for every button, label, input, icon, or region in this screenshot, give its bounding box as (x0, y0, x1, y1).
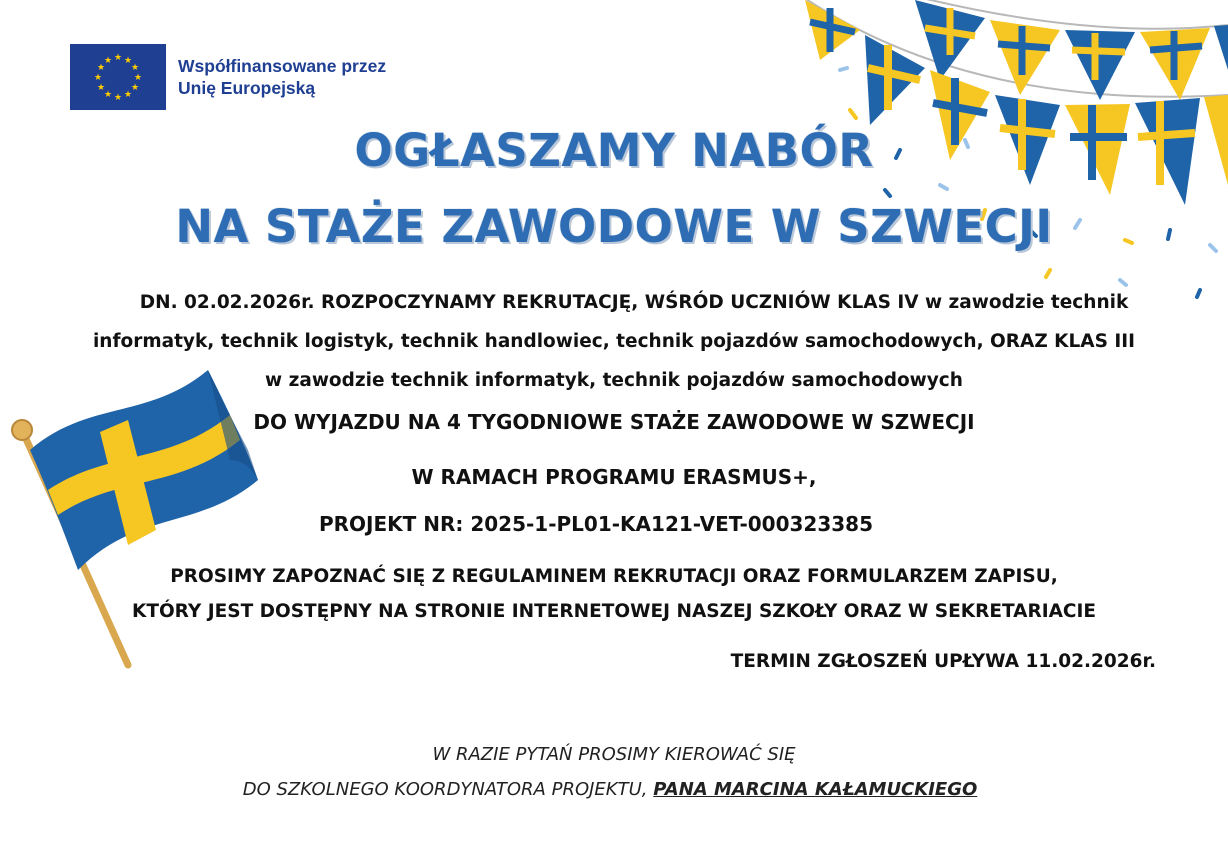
eu-flag-icon (70, 44, 166, 110)
svg-text:★: ★ (133, 72, 143, 82)
recruitment-text-line3: w zawodzie technik informatyk, technik pojazdów samochodowych (265, 370, 963, 391)
svg-text:★: ★ (103, 55, 113, 65)
recruitment-text-line1: DN. 02.02.2026r. ROZPOCZYNAMY REKRUTACJĘ, WŚRÓD UCZNIÓW KLAS IV w zawodzie technik (139, 292, 1129, 313)
svg-text:★: ★ (96, 82, 106, 92)
eu-cofinancing-text (178, 55, 386, 99)
svg-text:★: ★ (96, 62, 106, 72)
svg-text:★: ★ (113, 92, 123, 102)
contact-prefix: DO SZKOLNEGO KOORDYNATORA PROJEKTU, (242, 779, 654, 800)
rules-text-line2: KTÓRY JEST DOSTĘPNY NA STRONIE INTERNETOWEJ NASZEJ SZKOŁY ORAZ W SEKRETARIACIE (131, 601, 1097, 622)
trip-text: DO WYJAZDU NA 4 TYGODNIOWE STAŻE ZAWODOWE W SZWECJI (253, 410, 975, 434)
rules-text-line1: PROSIMY ZAPOZNAĆ SIĘ Z REGULAMINEM REKRUTACJI ORAZ FORMULARZEM ZAPISU, (170, 566, 1058, 587)
svg-text:★: ★ (123, 55, 133, 65)
coordinator-name: PANA MARCINA KAŁAMUCKIEGO (653, 779, 978, 800)
recruitment-text-line2: informatyk, technik logistyk, technik handlowiec, technik pojazdów samochodowych, ORAZ KLAS III (92, 331, 1136, 352)
programme-text: W RAMACH PROGRAMU ERASMUS+, (411, 465, 817, 489)
eu-cofinancing-logo (70, 44, 465, 110)
page-title-line1: OGŁASZAMY NABÓR (354, 124, 874, 177)
contact-text-line1: W RAZIE PYTAŃ PROSIMY KIEROWAĆ SIĘ (432, 744, 796, 765)
page-title-line2: NA STAŻE ZAWODOWE W SZWECJI (175, 200, 1053, 253)
contact-text-line2 (0, 779, 1224, 800)
svg-text:★: ★ (130, 82, 140, 92)
eu-text-line1: Współfinansowane przez (178, 56, 387, 76)
deadline-text: TERMIN ZGŁOSZEŃ UPŁYWA 11.02.2026r. (730, 651, 1156, 672)
svg-text:★: ★ (123, 89, 133, 99)
svg-text:★: ★ (93, 72, 103, 82)
svg-text:★: ★ (103, 89, 113, 99)
eu-text-line2: Unię Europejską (178, 78, 316, 98)
svg-text:★: ★ (113, 52, 123, 62)
project-number-text: PROJEKT NR: 2025-1-PL01-KA121-VET-000323385 (318, 512, 874, 536)
svg-text:★: ★ (130, 62, 140, 72)
